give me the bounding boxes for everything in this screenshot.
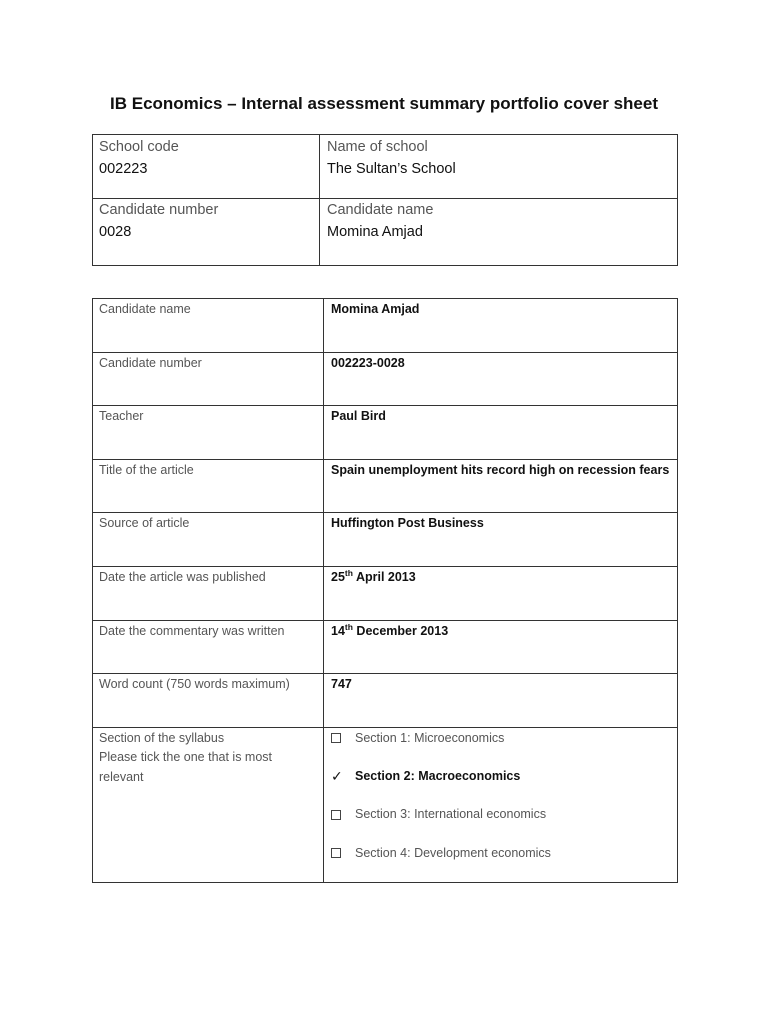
candidate-name-value: Momina Amjad xyxy=(327,224,423,240)
date-suffix: th xyxy=(344,567,353,578)
row-label: Date the article was published xyxy=(93,567,324,620)
row-value: 747 xyxy=(331,677,352,692)
row-label: Title of the article xyxy=(93,460,324,513)
checkbox-icon[interactable] xyxy=(331,810,341,820)
school-code-cell xyxy=(93,135,320,198)
candidate-name-cell xyxy=(320,198,677,265)
school-name-value: The Sultan’s School xyxy=(327,161,456,177)
option-label: Section 1: Microeconomics xyxy=(355,730,505,745)
syllabus-option-1[interactable] xyxy=(331,729,670,748)
syllabus-row xyxy=(93,728,677,882)
date-rest: December 2013 xyxy=(352,623,449,638)
candidate-number-value: 0028 xyxy=(99,224,132,240)
table-row xyxy=(93,621,677,675)
date-suffix: th xyxy=(344,621,353,632)
row-value: Spain unemployment hits record high on recession fears xyxy=(331,462,670,477)
option-label: Section 2: Macroeconomics xyxy=(355,768,521,783)
candidate-number-cell xyxy=(93,198,320,265)
table-row xyxy=(93,460,677,514)
row-value: Huffington Post Business xyxy=(331,516,484,531)
details-table xyxy=(92,298,678,883)
date-rest: April 2013 xyxy=(352,569,416,584)
checkbox-icon[interactable] xyxy=(331,848,341,858)
table-row xyxy=(93,135,677,199)
page-title: IB Economics – Internal assessment summary portfolio cover sheet xyxy=(110,94,658,113)
option-label: Section 4: Development economics xyxy=(355,845,551,860)
row-label: Source of article xyxy=(93,513,324,566)
row-label: Candidate number xyxy=(93,353,324,406)
row-value xyxy=(324,621,677,674)
date-day: 14 xyxy=(331,623,345,638)
row-label: Date the commentary was written xyxy=(93,621,324,674)
table-row xyxy=(93,198,677,265)
syllabus-label: Section of the syllabus xyxy=(99,730,225,745)
row-value: Momina Amjad xyxy=(331,302,420,316)
syllabus-instruction: Please tick the one that is most relevant xyxy=(99,750,273,784)
table-row xyxy=(93,513,677,567)
row-label: Candidate name xyxy=(93,299,324,352)
syllabus-option-2[interactable] xyxy=(331,767,670,786)
checkmark-icon[interactable]: ✓ xyxy=(331,768,343,785)
row-value xyxy=(324,567,677,620)
table-row xyxy=(93,674,677,728)
school-name-cell xyxy=(320,135,677,198)
checkbox-icon[interactable] xyxy=(331,733,341,743)
school-code-value: 002223 xyxy=(99,161,148,177)
school-code-label: School code xyxy=(99,139,179,155)
row-label: Word count (750 words maximum) xyxy=(93,674,324,727)
candidate-number-label: Candidate number xyxy=(99,202,219,218)
table-row xyxy=(93,353,677,407)
syllabus-label-cell xyxy=(93,728,324,882)
table-row xyxy=(93,299,677,353)
school-info-table xyxy=(92,134,678,266)
row-label: Teacher xyxy=(93,406,324,459)
syllabus-option-4[interactable] xyxy=(331,844,670,863)
table-row xyxy=(93,406,677,460)
table-row xyxy=(93,567,677,621)
row-value: 002223-0028 xyxy=(331,355,405,370)
syllabus-options xyxy=(324,728,677,882)
school-name-label: Name of school xyxy=(327,139,428,155)
syllabus-option-3[interactable] xyxy=(331,806,670,825)
option-label: Section 3: International economics xyxy=(355,807,547,822)
row-value: Paul Bird xyxy=(331,409,386,424)
date-day: 25 xyxy=(331,569,345,584)
candidate-name-label: Candidate name xyxy=(327,202,434,218)
